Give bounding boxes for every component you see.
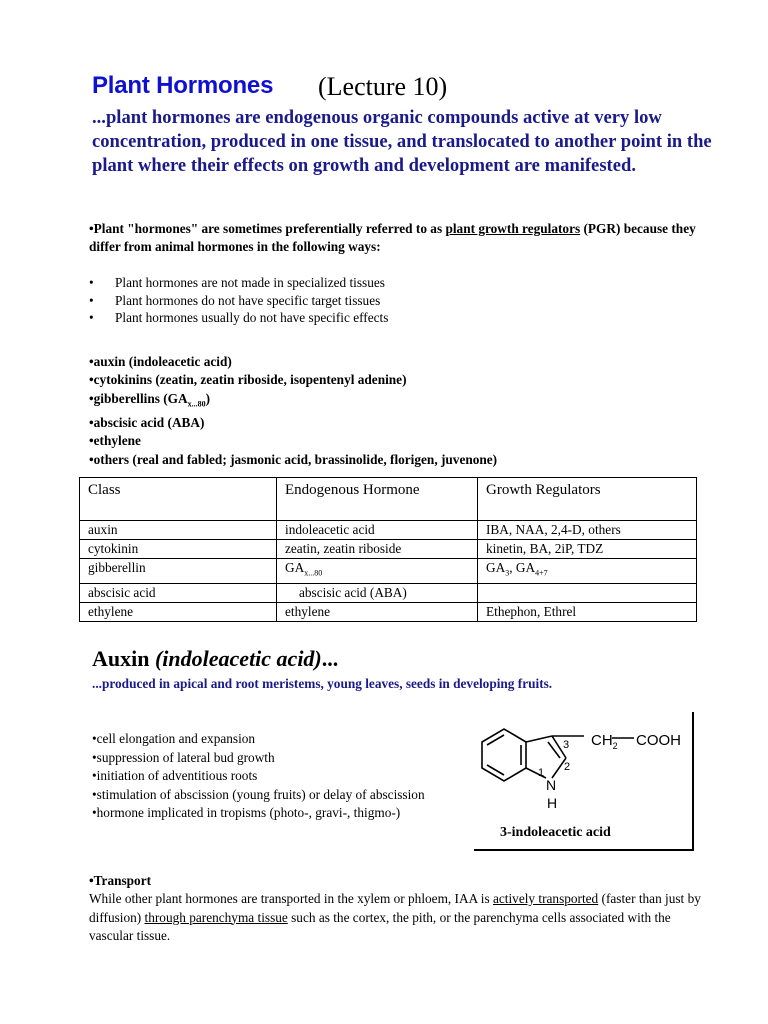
difference-text: Plant hormones usually do not have specific effects [115, 310, 389, 326]
nitrogen-label: N [546, 777, 557, 793]
auxin-title-text: Auxin [92, 646, 155, 671]
hormone-auxin: •auxin (indoleacetic acid) [89, 354, 232, 369]
lecture-subtitle: (Lecture 10) [318, 72, 448, 101]
table-row [80, 583, 697, 602]
table-header-row [80, 478, 697, 521]
cell-hormone: zeatin, zeatin riboside [277, 540, 478, 559]
cooh-label: COOH [636, 732, 681, 749]
hormone-others: •others (real and fabled; jasmonic acid, brassinolide, florigen, juvenone) [89, 451, 498, 467]
cell-class: cytokinin [80, 540, 277, 559]
auxin-title-italic: (indoleacetic acid) [154, 646, 322, 671]
actively-transported-link[interactable]: actively transported [492, 891, 599, 906]
list-item: •initiation of adventitious roots [92, 768, 258, 784]
cell-regulators: IBA, NAA, 2,4-D, others [478, 521, 697, 540]
position-3-label: 3 [563, 739, 570, 751]
structure-labels [500, 732, 681, 840]
cell-class: auxin [80, 521, 277, 540]
table-row [80, 521, 697, 540]
cell-class: abscisic acid [80, 583, 277, 602]
cell-regulators: Ethephon, Ethrel [478, 602, 697, 621]
cell-regulators: kinetin, BA, 2iP, TDZ [478, 540, 697, 559]
transport-text-c: such as the cortex, the pith, or the parenchyma cells associated with the vascular tissue. [89, 909, 671, 944]
hormone-table [79, 477, 697, 622]
transport-text-b: (faster than just by diffusion) [89, 891, 701, 925]
pgr-text-after: (PGR) because they differ from animal hormones in the following ways: [89, 221, 696, 254]
transport-text-a: While other plant hormones are transported in the xylem or phloem, IAA is [89, 891, 493, 906]
differences-list [89, 274, 388, 327]
gibberellins-text: •gibberellins (GA [89, 390, 188, 406]
list-item [89, 309, 388, 327]
cell-hormone [277, 583, 478, 602]
table-row [80, 540, 697, 559]
header-class: Class [80, 478, 277, 521]
iaa-structure-figure [474, 712, 694, 851]
cell-class: ethylene [80, 602, 277, 621]
position-1-label: 1 [538, 767, 545, 779]
hormone-abscisic: •abscisic acid (ABA) [89, 414, 205, 430]
position-2-label: 2 [564, 761, 571, 773]
table-row [80, 559, 697, 584]
list-item: •cell elongation and expansion [92, 731, 256, 746]
hydrogen-label: H [547, 795, 558, 811]
auxin-title-ellipsis: ... [321, 646, 339, 671]
structure-caption: 3-indoleacetic acid [500, 825, 611, 840]
cell-regulators [478, 559, 697, 584]
auxin-effects-list [92, 730, 425, 823]
gibberellins-subscript: x...80 [187, 399, 206, 409]
ga-subscript: x...80 [304, 568, 323, 578]
cell-hormone [277, 559, 478, 584]
header-regulators: Growth Regulators [478, 478, 697, 521]
bullet-icon: • [89, 275, 94, 290]
difference-text: Plant hormones are not made in specialized tissues [115, 275, 385, 290]
auxin-heading [92, 646, 338, 672]
bullet-icon: • [89, 310, 94, 326]
list-item: •hormone implicated in tropisms (photo-, gravi-, thigmo-) [92, 805, 401, 821]
list-item [89, 274, 388, 292]
transport-heading: •Transport [89, 873, 152, 888]
intro-definition: ...plant hormones are endogenous organic compounds active at very low concentration, produced in one tissue, and translocated to another point in the plant where their effects on growth and development are manifested. [92, 107, 712, 176]
transport-paragraph [89, 890, 709, 946]
ga-text: GA [285, 560, 305, 575]
pgr-text-before: •Plant "hormones" are sometimes preferentially referred to as [89, 221, 446, 236]
hormone-list [89, 353, 497, 469]
iaa-structure-diagram [474, 712, 692, 849]
list-item [89, 292, 388, 310]
header-endogenous: Endogenous Hormone [277, 478, 478, 521]
ga47-subscript: 4+7 [535, 568, 548, 578]
ga3-text: GA [486, 560, 506, 575]
cell-regulators [478, 583, 697, 602]
list-item: •suppression of lateral bud growth [92, 749, 275, 765]
aba-text: abscisic acid (ABA) [299, 584, 407, 600]
auxin-subtitle: ...produced in apical and root meristems, young leaves, seeds in developing fruits. [92, 676, 553, 691]
hormone-cytokinins: •cytokinins (zeatin, zeatin riboside, isopentenyl adenine) [89, 372, 407, 388]
cell-hormone: ethylene [277, 602, 478, 621]
cell-class: gibberellin [80, 559, 277, 584]
difference-text: Plant hormones do not have specific target tissues [115, 292, 381, 308]
ga47-text: , GA [509, 560, 536, 575]
table-row [80, 602, 697, 621]
hormone-ethylene: •ethylene [89, 433, 141, 449]
bullet-icon: • [89, 292, 94, 308]
parenchyma-tissue-link[interactable]: through parenchyma tissue [144, 909, 288, 925]
page-title: Plant Hormones [92, 72, 274, 99]
ga3-subscript: 3 [505, 568, 510, 578]
ch2-label: $CH_2$ [591, 732, 618, 751]
list-item: •stimulation of abscission (young fruits) or delay of abscission [92, 786, 425, 802]
gibberellins-close: ) [205, 390, 211, 406]
hormone-gibberellins [89, 390, 497, 414]
pgr-paragraph [89, 220, 729, 256]
cell-hormone: indoleacetic acid [277, 521, 478, 540]
pgr-link[interactable]: plant growth regulators [445, 221, 581, 236]
